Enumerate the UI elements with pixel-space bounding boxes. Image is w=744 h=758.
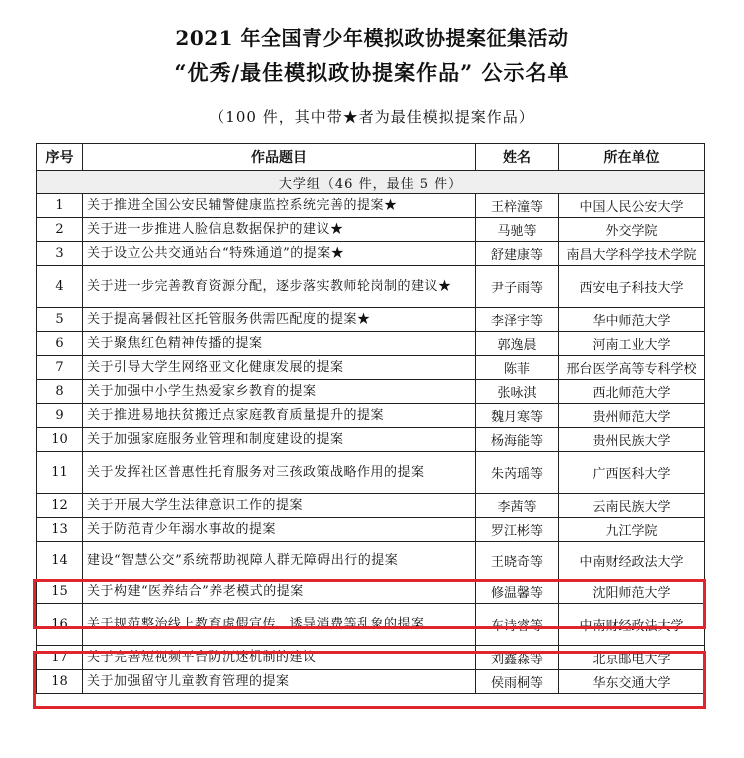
table-row [37,494,705,518]
column-header-number: 序号 [37,144,83,171]
row-unit: 华东交通大学 [559,670,705,694]
row-title: 关于加强家庭服务业管理和制度建设的提案 [83,428,476,452]
row-title: 关于构建“医养结合”养老模式的提案 [83,580,476,604]
table-row [37,194,705,218]
table-row [37,380,705,404]
table-row [37,404,705,428]
row-number: 17 [37,646,83,670]
row-name: 修温馨等 [476,580,559,604]
row-name: 马驰等 [476,218,559,242]
row-number: 13 [37,518,83,542]
row-title: 关于设立公共交通站台“特殊通道”的提案★ [83,242,476,266]
row-number: 12 [37,494,83,518]
row-unit: 中南财经政法大学 [559,604,705,646]
table-row [37,452,705,494]
row-number: 15 [37,580,83,604]
row-number: 10 [37,428,83,452]
row-title: 关于开展大学生法律意识工作的提案 [83,494,476,518]
row-number: 18 [37,670,83,694]
row-name: 王梓潼等 [476,194,559,218]
row-unit: 北京邮电大学 [559,646,705,670]
row-number: 5 [37,308,83,332]
table-row [37,218,705,242]
row-title: 关于加强中小学生热爱家乡教育的提案 [83,380,476,404]
row-name: 王晓奇等 [476,542,559,580]
row-name: 侯雨桐等 [476,670,559,694]
row-name: 刘鑫淼等 [476,646,559,670]
row-title: 关于引导大学生网络亚文化健康发展的提案 [83,356,476,380]
row-name: 郭逸晨 [476,332,559,356]
row-unit: 广西医科大学 [559,452,705,494]
table-row [37,356,705,380]
row-title: 关于进一步完善教育资源分配，逐步落实教师轮岗制的建议★ [83,266,476,308]
row-number: 14 [37,542,83,580]
row-unit: 贵州民族大学 [559,428,705,452]
page-title-line1: 2021 年全国青少年模拟政协提案征集活动 [175,26,569,50]
row-number: 1 [37,194,83,218]
row-title: 关于加强留守儿童教育管理的提案 [83,670,476,694]
row-number: 9 [37,404,83,428]
row-number: 8 [37,380,83,404]
row-unit: 河南工业大学 [559,332,705,356]
row-title: 关于提高暑假社区托管服务供需匹配度的提案★ [83,308,476,332]
table-row [37,266,705,308]
table-row [37,670,705,694]
table-row [37,242,705,266]
row-unit: 贵州师范大学 [559,404,705,428]
row-number: 2 [37,218,83,242]
row-name: 罗江彬等 [476,518,559,542]
row-number: 16 [37,604,83,646]
column-header-title: 作品题目 [83,144,476,171]
row-number: 11 [37,452,83,494]
row-name: 尹子雨等 [476,266,559,308]
row-name: 舒建康等 [476,242,559,266]
row-name: 李泽宇等 [476,308,559,332]
row-unit: 西北师范大学 [559,380,705,404]
row-title: 关于防范青少年溺水事故的提案 [83,518,476,542]
table-row [37,646,705,670]
page-title-line2: “优秀/最佳模拟政协提案作品” 公示名单 [174,60,570,85]
table-row [37,542,705,580]
table-row [37,428,705,452]
row-title: 关于推进全国公安民辅警健康监控系统完善的提案★ [83,194,476,218]
row-unit: 南昌大学科学技术学院 [559,242,705,266]
row-unit: 中国人民公安大学 [559,194,705,218]
award-table [36,143,705,694]
table-row [37,604,705,646]
table-row [37,580,705,604]
table-row [37,308,705,332]
row-number: 7 [37,356,83,380]
row-name: 杨海能等 [476,428,559,452]
row-unit: 邢台医学高等专科学校 [559,356,705,380]
row-name: 魏月寒等 [476,404,559,428]
column-header-name: 姓名 [476,144,559,171]
row-title: 关于发挥社区普惠性托育服务对三孩政策战略作用的提案 [83,452,476,494]
row-name: 李茜等 [476,494,559,518]
table-row [37,518,705,542]
row-unit: 外交学院 [559,218,705,242]
row-title: 关于聚焦红色精神传播的提案 [83,332,476,356]
row-name: 车诗睿等 [476,604,559,646]
row-name: 朱芮瑶等 [476,452,559,494]
row-number: 3 [37,242,83,266]
row-title: 关于进一步推进人脸信息数据保护的建议★ [83,218,476,242]
row-unit: 华中师范大学 [559,308,705,332]
row-unit: 云南民族大学 [559,494,705,518]
group-header: 大学组（46 件，最佳 5 件） [37,171,705,194]
table-row [37,332,705,356]
row-title: 建设“智慧公交”系统帮助视障人群无障碍出行的提案 [83,542,476,580]
row-title: 关于完善短视频平台防沉迷机制的建议 [83,646,476,670]
column-header-unit: 所在单位 [559,144,705,171]
row-unit: 九江学院 [559,518,705,542]
row-title: 关于推进易地扶贫搬迁点家庭教育质量提升的提案 [83,404,476,428]
page-subtitle: （100 件，其中带★者为最佳模拟提案作品） [209,108,535,126]
row-number: 6 [37,332,83,356]
row-unit: 西安电子科技大学 [559,266,705,308]
row-unit: 沈阳师范大学 [559,580,705,604]
row-title: 关于规范整治线上教育虚假宣传、诱导消费等乱象的提案 [83,604,476,646]
row-name: 陈菲 [476,356,559,380]
row-name: 张咏淇 [476,380,559,404]
row-number: 4 [37,266,83,308]
row-unit: 中南财经政法大学 [559,542,705,580]
